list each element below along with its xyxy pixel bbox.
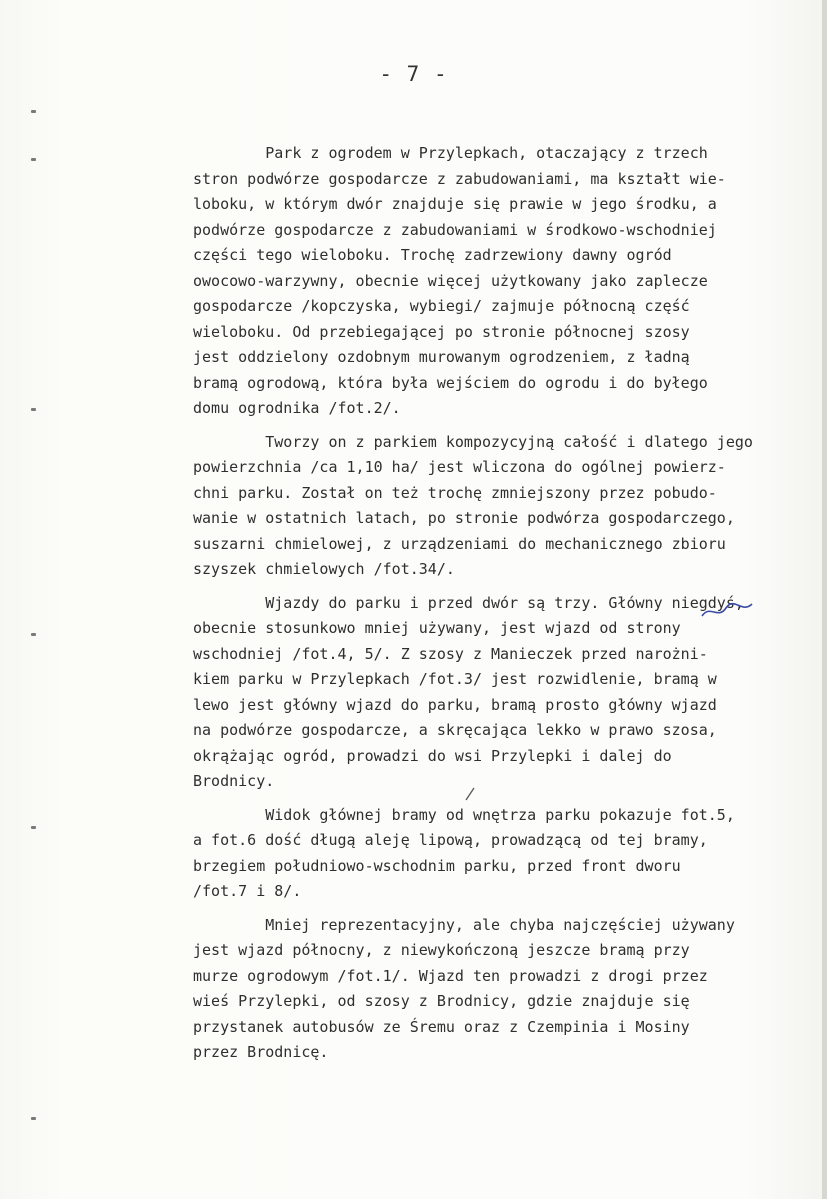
paragraph-gap bbox=[193, 583, 813, 591]
text-line: suszarni chmielowej, z urządzeniami do mechanicznego zbioru bbox=[193, 534, 726, 553]
text-line: obecnie stosunkowo mniej używany, jest wjazd od strony bbox=[193, 619, 681, 637]
text-line: przystanek autobusów ze Śremu oraz z Czempinia i Mosiny bbox=[193, 1017, 690, 1036]
text-line: wieś Przylepki, od szosy z Brodnicy, gdzie znajduje się bbox=[193, 992, 690, 1010]
text-line: Park z ogrodem w Przylepkach, otaczający z trzech bbox=[193, 144, 708, 162]
pen-tick-mark bbox=[462, 784, 482, 804]
paragraph bbox=[193, 913, 813, 1066]
text-line: kiem parku w Przylepkach /fot.3/ jest rozwidlenie, bramą w bbox=[193, 670, 717, 688]
text-line: wanie w ostatnich latach, po stronie podwórza gospodarczego, bbox=[193, 509, 735, 527]
text-line: wschodniej /fot.4, 5/. Z szosy z Manieczek przed narożni- bbox=[193, 644, 708, 663]
margin-mark bbox=[31, 826, 36, 829]
text-line: lewo jest główny wjazd do parku, bramą prosto główny wjazd bbox=[193, 695, 717, 714]
text-line: Wjazdy do parku i przed dwór są trzy. Główny niegdyś, bbox=[193, 593, 744, 612]
page-number: - 7 - bbox=[379, 62, 448, 86]
text-line: bramą ogrodową, która była wejściem do ogrodu i do byłego bbox=[193, 373, 708, 392]
margin-mark bbox=[31, 110, 36, 113]
paragraph bbox=[193, 141, 813, 422]
text-line: murze ogrodowym /fot.1/. Wjazd ten prowadzi z drogi przez bbox=[193, 966, 708, 985]
handwritten-correction-mark bbox=[698, 598, 758, 624]
text-line: domu ogrodnika /fot.2/. bbox=[193, 399, 401, 417]
text-line: Brodnicy. bbox=[193, 772, 275, 790]
paragraph bbox=[193, 430, 813, 583]
paragraph-gap bbox=[193, 905, 813, 913]
margin-mark bbox=[31, 633, 36, 636]
text-line: szyszek chmielowych /fot.34/. bbox=[193, 560, 455, 578]
text-line: wieloboku. Od przebiegającej po stronie północnej szosy bbox=[193, 322, 690, 341]
text-line: /fot.7 i 8/. bbox=[193, 882, 302, 900]
text-line: Widok głównej bramy od wnętrza parku pokazuje fot.5, bbox=[193, 805, 735, 824]
paragraph-gap bbox=[193, 795, 813, 803]
text-line: części tego wieloboku. Trochę zadrzewiony dawny ogród bbox=[193, 246, 672, 264]
text-line: Tworzy on z parkiem kompozycyjną całość i dlatego jego bbox=[193, 432, 753, 451]
paragraph bbox=[193, 803, 813, 905]
text-line: jest oddzielony ozdobnym murowanym ogrodzeniem, z ładną bbox=[193, 348, 690, 366]
text-line: stron podwórze gospodarcze z zabudowaniami, ma kształt wie- bbox=[193, 169, 726, 188]
text-line: gospodarcze /kopczyska, wybiegi/ zajmuje północną część bbox=[193, 297, 690, 315]
text-line: przez Brodnicę. bbox=[193, 1043, 329, 1061]
text-line: jest wjazd północny, z niewykończoną jeszcze bramą przy bbox=[193, 941, 690, 959]
text-line: chni parku. Został on też trochę zmniejszony przez pobudo- bbox=[193, 483, 717, 502]
paragraph-gap bbox=[193, 422, 813, 430]
text-line: owocowo-warzywny, obecnie więcej użytkowany jako zaplecze bbox=[193, 271, 708, 290]
text-line: okrążając ogród, prowadzi do wsi Przylepki i dalej do bbox=[193, 746, 672, 765]
text-line: loboku, w którym dwór znajduje się prawie w jego środku, a bbox=[193, 195, 717, 213]
text-line: powierzchnia /ca 1,10 ha/ jest wliczona do ogólnej powierz- bbox=[193, 458, 726, 476]
text-line: podwórze gospodarcze z zabudowaniami w środkowo-wschodniej bbox=[193, 220, 717, 239]
margin-mark bbox=[31, 1117, 36, 1120]
page-edge-shadow bbox=[822, 0, 827, 1199]
text-line: brzegiem południowo-wschodnim parku, przed front dworu bbox=[193, 856, 681, 875]
margin-mark bbox=[31, 408, 36, 411]
text-line: Mniej reprezentacyjny, ale chyba najczęściej używany bbox=[193, 915, 735, 934]
text-line: na podwórze gospodarcze, a skręcająca lekko w prawo szosa, bbox=[193, 721, 717, 739]
text-line: a fot.6 dość długą aleję lipową, prowadzącą od tej bramy, bbox=[193, 831, 708, 849]
margin-mark bbox=[31, 158, 36, 161]
